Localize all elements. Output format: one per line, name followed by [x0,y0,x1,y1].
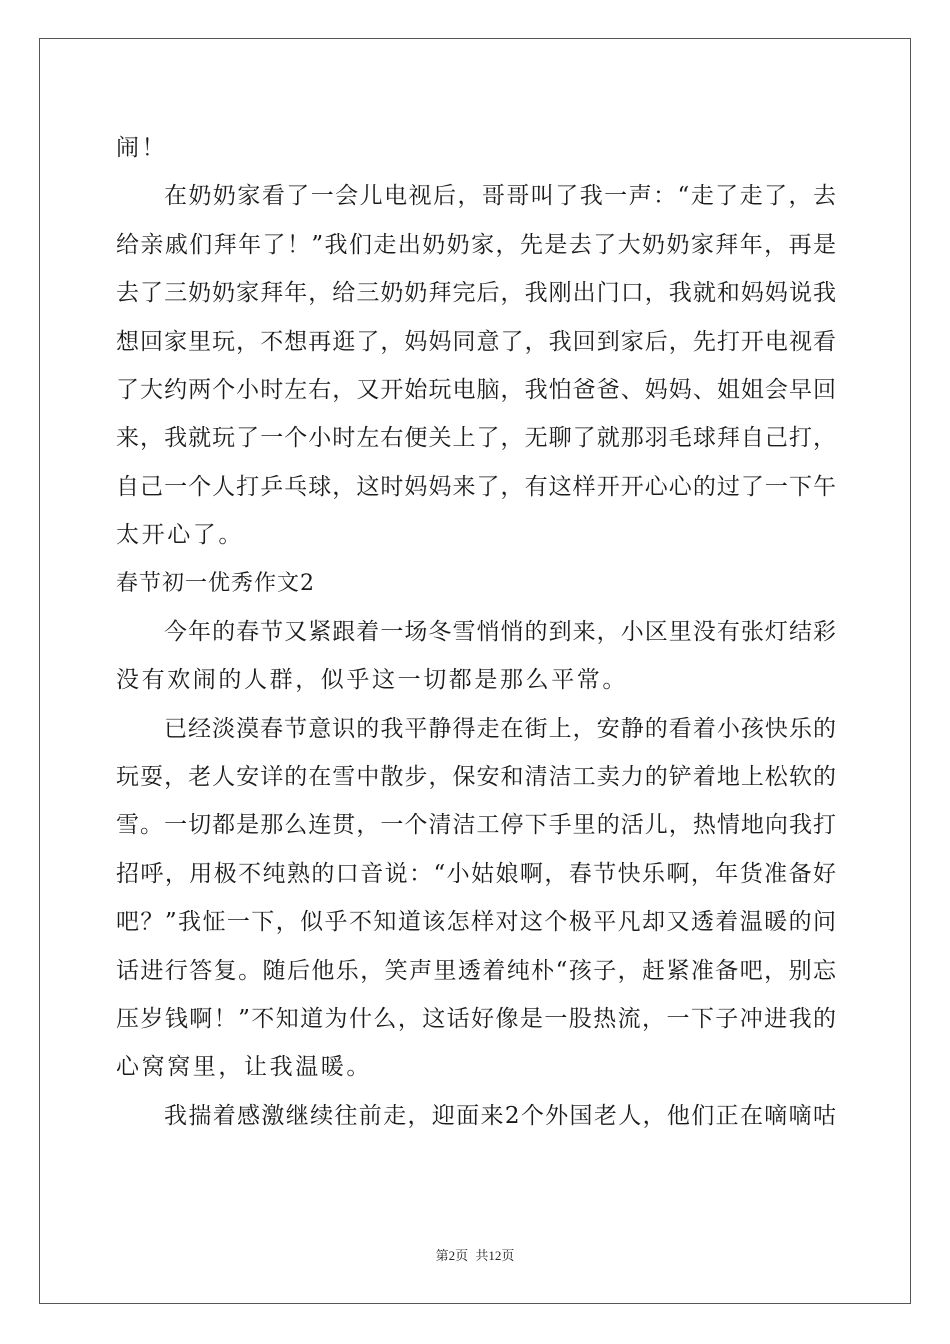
text-line: 今年的春节又紧跟着一场冬雪悄悄的到来，小区里没有张灯结彩 [164,618,836,645]
text-line: 闹！ [116,135,168,161]
page-total: 共12页 [475,1248,515,1263]
text-line: 压岁钱啊！”不知道为什么，这话好像是一股热流，一下子冲进我的 [116,1006,836,1033]
text-line: 雪。一切都是那么连贯，一个清洁工停下手里的活儿，热情地向我打 [116,812,836,839]
text-line: 自己一个人打乒乓球，这时妈妈来了，有这样开开心心的过了一下午 [116,473,836,500]
text-line: 已经淡漠春节意识的我平静得走在街上，安静的看着小孩快乐的 [164,715,836,742]
text-line: 没有欢闹的人群，似乎这一切都是那么平常。 [116,667,628,694]
section-heading: 春节初一优秀作文2 [116,570,315,596]
text-line: 了大约两个小时左右，又开始玩电脑，我怕爸爸、妈妈、姐姐会早回 [116,376,836,403]
text-line: 我揣着感激继续往前走，迎面来2个外国老人，他们正在嘀嘀咕 [164,1102,836,1129]
text-line: 想回家里玩，不想再逛了，妈妈同意了，我回到家后，先打开电视看 [116,328,836,355]
text-line: 心窝窝里，让我温暖。 [116,1054,372,1081]
text-line: 招呼，用极不纯熟的口音说：“小姑娘啊，春节快乐啊，年货准备好 [116,860,836,887]
text-line: 玩耍，老人安详的在雪中散步，保安和清洁工卖力的铲着地上松软的 [116,764,836,791]
text-line: 话进行答复。随后他乐，笑声里透着纯朴“孩子，赶紧准备吧，别忘 [116,957,836,984]
page-footer [0,1245,950,1264]
text-line: 吧？”我怔一下，似乎不知道该怎样对这个极平凡却又透着温暖的问 [116,909,836,936]
page-number: 第2页 [435,1248,469,1263]
text-line: 去了三奶奶家拜年，给三奶奶拜完后，我刚出门口，我就和妈妈说我 [116,280,836,307]
text-line: 来，我就玩了一个小时左右便关上了，无聊了就那羽毛球拜自己打， [116,425,836,452]
text-line: 给亲戚们拜年了！”我们走出奶奶家，先是去了大奶奶家拜年，再是 [116,231,836,258]
text-line: 太开心了。 [116,522,244,549]
text-line: 在奶奶家看了一会儿电视后，哥哥叫了我一声：“走了走了，去 [164,183,836,210]
document-body [116,124,836,1140]
